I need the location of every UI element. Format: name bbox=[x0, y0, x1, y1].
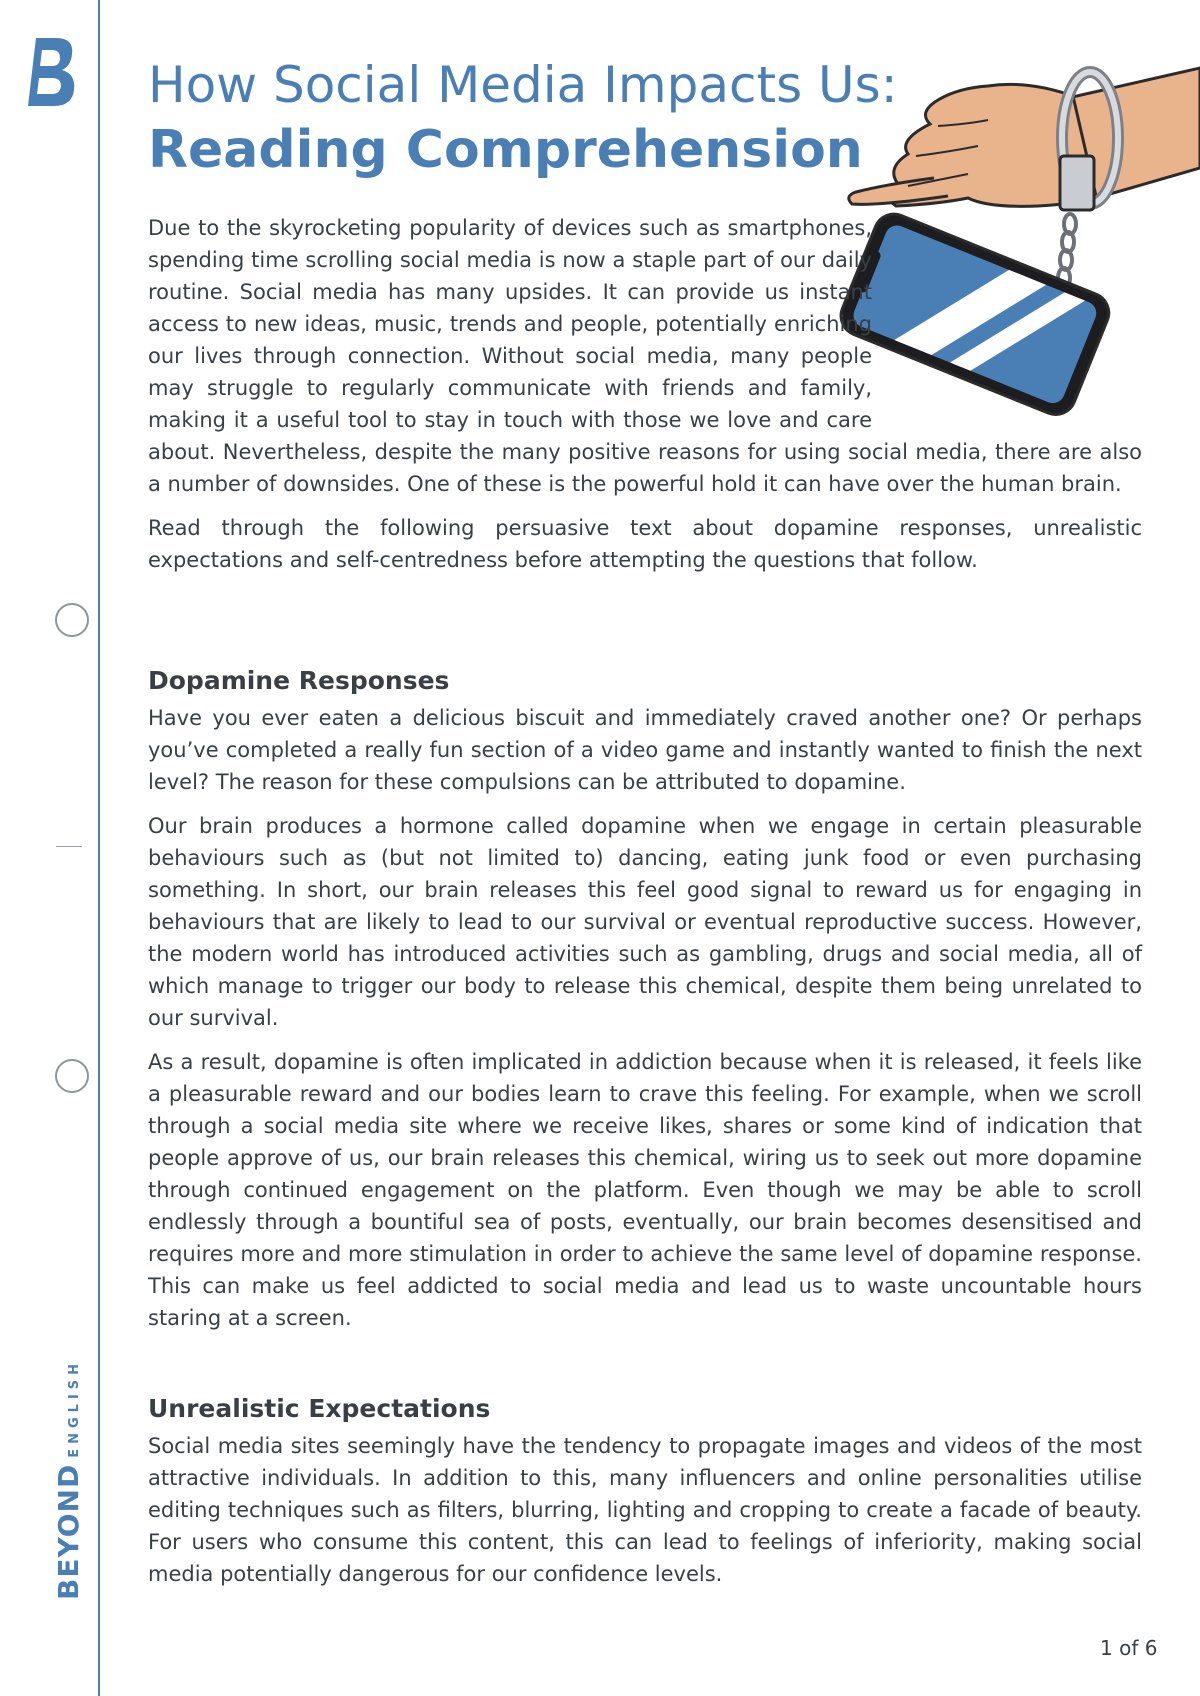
fold-mark bbox=[56, 846, 82, 847]
page-title-line2: Reading Comprehension bbox=[148, 120, 863, 180]
binder-hole-icon bbox=[55, 1059, 89, 1093]
section-body-dopamine bbox=[148, 702, 1142, 1346]
dopamine-paragraph-1: Have you ever eaten a delicious biscuit and immediately craved another one? Or perhaps you’ve completed a really fun section of a video game and instantly wanted to finish the next level? The reason for these compulsions can be attributed to dopamine. bbox=[148, 706, 1142, 794]
illustration-wrap-spacer bbox=[872, 212, 1142, 426]
unrealistic-paragraph-1: Social media sites seemingly have the tendency to propagate images and videos of the most attractive individuals. In addition to this, many influencers and online personalities utilise editing techniques such as filters, blurring, lighting and cropping to create a facade of beauty. For users who consume this content, this can lead to feelings of inferiority, making social media potentially dangerous for our confidence levels. bbox=[148, 1434, 1142, 1586]
section-body-unrealistic bbox=[148, 1430, 1142, 1602]
section-heading-unrealistic: Unrealistic Expectations bbox=[148, 1394, 491, 1423]
beyond-b-logo-icon bbox=[26, 34, 78, 110]
intro-paragraph-1: Due to the skyrocketing popularity of devices such as smartphones, spending time scrolling social media is now a staple part of our daily routine. Social media has many upsides. It can provide us instant access to new ideas, music, trends and people, potentially enriching our lives through connection. Without social media, many people may struggle to regularly communicate with friends and family, making it a useful tool to stay in touch with those we love and care about. Nevertheless, despite the many positive reasons for using social media, there are also a number of downsides. One of these is the powerful hold it can have over the human brain. bbox=[148, 216, 1142, 496]
brand-word-english: ENGLISH bbox=[67, 1358, 82, 1458]
section-heading-dopamine: Dopamine Responses bbox=[148, 666, 450, 695]
page-number: 1 of 6 bbox=[1100, 1636, 1158, 1660]
binder-hole-icon bbox=[55, 603, 89, 637]
margin-line bbox=[98, 0, 100, 1696]
brand-word-beyond: BEYOND bbox=[52, 1463, 85, 1600]
brand-vertical bbox=[52, 1359, 85, 1600]
page-title-line1: How Social Media Impacts Us: bbox=[148, 56, 898, 114]
dopamine-paragraph-3: As a result, dopamine is often implicated in addiction because when it is released, it feels like a pleasurable reward and our bodies learn to crave this feeling. For example, when we scroll through a social media site where we receive likes, shares or some kind of indication that people approve of us, our brain releases this chemical, wiring us to seek out more dopamine through continued engagement on the platform. Even though we may be able to scroll endlessly through a bountiful sea of posts, eventually, our brain becomes desensitised and requires more and more stimulation in order to achieve the same level of dopamine response. This can make us feel addicted to social media and lead us to waste uncountable hours staring at a screen. bbox=[148, 1050, 1142, 1330]
intro-paragraph-2: Read through the following persuasive text about dopamine responses, unrealistic expectations and self-centredness before attempting the questions that follow. bbox=[148, 516, 1142, 572]
intro-section bbox=[148, 212, 1142, 588]
dopamine-paragraph-2: Our brain produces a hormone called dopamine when we engage in certain pleasurable behaviours such as (but not limited to) dancing, eating junk food or even purchasing something. In short, our brain releases this feel good signal to reward us for engaging in behaviours that are likely to lead to our survival or eventual reproductive success. However, the modern world has introduced activities such as gambling, drugs and social media, all of which manage to trigger our body to release this chemical, despite them being unrelated to our survival. bbox=[148, 814, 1142, 1030]
